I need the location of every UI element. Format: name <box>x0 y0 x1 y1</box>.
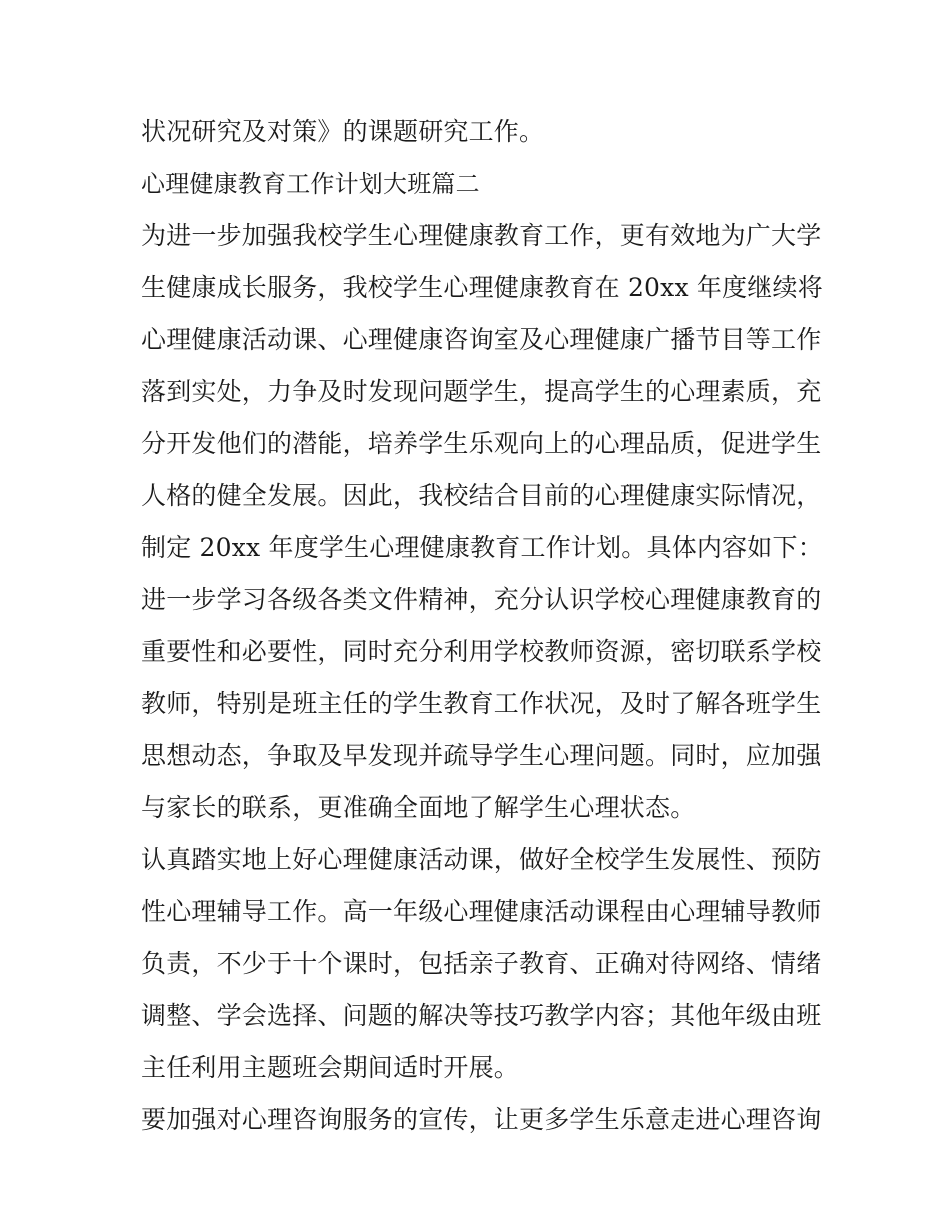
text-line: 认真踏实地上好心理健康活动课，做好全校学生发展性、预防 <box>141 845 822 874</box>
text-line: 重要性和必要性，同时充分利用学校教师资源，密切联系学校 <box>141 637 822 666</box>
text-line: 教师，特别是班主任的学生教育工作状况，及时了解各班学生 <box>141 689 822 718</box>
text-line: 进一步学习各级各类文件精神，充分认识学校心理健康教育的 <box>141 585 822 614</box>
section-heading: 心理健康教育工作计划大班篇二 <box>141 170 480 198</box>
text-line: 人格的健全发展。因此，我校结合目前的心理健康实际情况， <box>141 481 822 510</box>
document-body <box>141 106 821 1146</box>
text-line: 性心理辅导工作。高一年级心理健康活动课程由心理辅导教师 <box>141 897 822 926</box>
text-line: 思想动态，争取及早发现并疏导学生心理问题。同时，应加强 <box>141 741 822 770</box>
text-line: 负责，不少于十个课时，包括亲子教育、正确对待网络、情绪 <box>141 949 822 978</box>
text-line: 心理健康活动课、心理健康咨询室及心理健康广播节目等工作 <box>141 325 822 354</box>
text-line: 生健康成长服务，我校学生心理健康教育在 20xx 年度继续将 <box>141 273 823 302</box>
text-line: 要加强对心理咨询服务的宣传，让更多学生乐意走进心理咨询 <box>141 1105 822 1134</box>
text-line: 分开发他们的潜能，培养学生乐观向上的心理品质，促进学生 <box>141 429 822 458</box>
text-line: 状况研究及对策》的课题研究工作。 <box>141 117 545 146</box>
text-line: 主任利用主题班会期间适时开展。 <box>141 1053 520 1082</box>
text-line: 调整、学会选择、问题的解决等技巧教学内容；其他年级由班 <box>141 1001 822 1030</box>
text-line: 与家长的联系，更准确全面地了解学生心理状态。 <box>141 793 696 822</box>
text-line: 落到实处，力争及时发现问题学生，提高学生的心理素质，充 <box>141 377 822 406</box>
text-line: 制定 20xx 年度学生心理健康教育工作计划。具体内容如下： <box>141 533 823 562</box>
text-line: 为进一步加强我校学生心理健康教育工作，更有效地为广大学 <box>141 221 822 250</box>
